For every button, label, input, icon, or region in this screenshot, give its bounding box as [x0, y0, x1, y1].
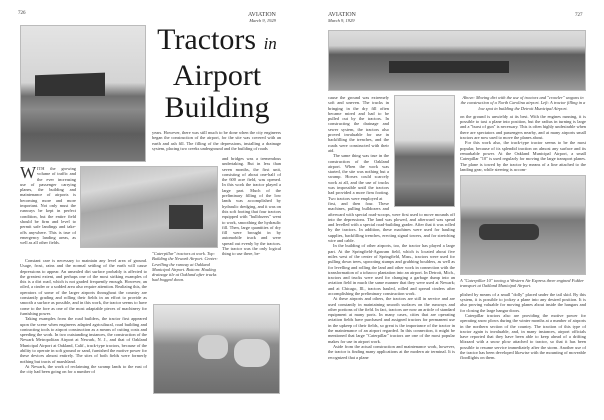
photo-north-carolina [328, 30, 586, 91]
paragraph: first, and then four. These machines, pulling bulldozers and afterward with special road-scoops, were first used to move mounds off into the depressions. The land was plowed, and afterward was spead and levelled with a special road-building grader. After that it was rolled by the tractors. In addition, these machines were used for hauling supplies, backfilling trenches, erecting signal towers, and for stretching wire and cable. [328, 200, 455, 244]
paragraph: In the building of other airports, too, the tractor has played a large part. At the Springfield-Agawam field, which is located about five miles west of the center of Springfield, Mass., tractors were used for pulling down trees, uprooting stumps and grubbing boulders, as well as for levelling and rolling the land and other work in connection with the transformation of a tobacco plantation into an airport. In Detroit, Mich., tractors and trucks were used for changing a garbage dump into an aviation field in much the same manner that they were used at Newark; and at Chicago, Ill., tractors hauled, rolled and spread cinders after accomplishing the preliminary construction work. [328, 243, 455, 296]
title-line-1: Tractors [157, 23, 257, 56]
paragraph: Taking examples from the road builders, the tractor first appeared upon the scene when engineers adapted agricultural, road building and contracting tools to airport construction as a means of cutting costs and speeding the work. In two outstanding instances, the construction of the Newark Metropolitan Airport at Newark, N. J., and that of Oakland Municipal Airport at Oakland, Calif., track-type tractors, because of the ability to operate in soft ground or sand, furnished the motive power for these devices almost entirely. The sites of both fields were formerly nothing but tracts of marshland. [20, 316, 147, 364]
article-title [152, 24, 282, 124]
issue-date: March 9, 1929 [249, 18, 276, 23]
paragraph: At Newark, the work of reclaiming the swamp lands to the east of the city had been going on for a number of [20, 363, 147, 375]
right-column-text [460, 114, 586, 172]
left-column-text-2: The same thing was true in the construction of the Oakland airport. When the work was started, the site was nothing but a swamp. Horses could scarcely work at all, and the use of trucks was impossible until the tractors had provided a more firm footing. Two tractors were employed at [328, 153, 389, 201]
title-italic: in [263, 34, 277, 53]
paragraph: Aside from the actual construction and maintenance work, however, the tractor is finding many applications at the modern air terminal. It is recognized that a plane [328, 343, 455, 360]
photo-caption-bottom: A "Caterpillar 10" towing a Western Air Express three engined Fokker transport at Oakland Municipal Airport. [460, 278, 585, 289]
paragraph: plished by means of a small "dolly" placed under the tail skid. By this system, it is possible to jockey a plane into any desired position. It is also proving valuable for moving planes about inside the hangars and for closing the large hangar doors. [460, 291, 586, 313]
page-number: 726 [18, 11, 26, 16]
running-header [328, 12, 356, 24]
right-flow-block [460, 95, 586, 361]
title-line-2: Airport [172, 59, 262, 92]
photo-oakland-runway [80, 166, 218, 248]
paragraph: Constant care is necessary to maintain any level area of ground. Usage, frost, rains and the normal settling of the earth will cause depressions to appear. An unsealed dirt surface probably is affected to the greatest extent, and perhaps one of the most striking examples of this is a dirt road, which is not graded frequently enough. However, an oiled, a cinder or a sodded area also require attention. Realizing this, the operators of some of the larger airports throughout the country are constantly grading and rolling their fields in an effort to provide as smooth a surface as possible, and in this work, the tractor seems to have come to the fore as one of the most adaptable pieces of machinery for furnishing power. [20, 258, 147, 316]
magazine-name: AVIATION [328, 12, 356, 18]
right-column-text-2 [460, 292, 586, 361]
body-text-right [328, 201, 455, 360]
photo-caption-left: "Caterpillar" tractors at work. Top: Building the Newark Airport. Center: Levelling the runway at Oakland Municipal Airport. Bottom: Hauling drainage tile at Oakland after trucks had bogged down. [152, 251, 218, 283]
photo-caption-top: Above: Moving dirt with the use of tractors and "crawler" wagons in the construction of a North Carolina airport. Left: A tractor filling in a low spot in building the Detroit Municipal Airport. [460, 95, 586, 111]
magazine-name: AVIATION [248, 12, 276, 18]
photo-newark-tractor [20, 25, 146, 162]
drop-cap: W [20, 163, 37, 182]
intro-text: ITH the growing volume of traffic and the ever increasing use of passenger carrying planes, the building and maintenance of airports is becoming more and more important. Not only must the runways be kept in perfect condition, but the entire field should be firm and level to permit safe landings and take-offs anywhere. This is true of emergency landing areas, as well as all other fields. [20, 166, 76, 246]
page-number: 727 [575, 13, 583, 18]
paragraph: For this work also, the track-type tractor seems to be the most popular, because of its splendid traction on almost any surface and its remarkable power. At the Oakland Municipal Airport, a small Caterpillar "10" is used regularly for moving the large transport planes. The plane is towed by the tractor by means of a line attached to the landing gear, while steering is accom- [460, 140, 586, 172]
intro-paragraph [20, 163, 76, 246]
title-line-3: Building [164, 91, 270, 124]
issue-date: March 9, 1929 [328, 18, 355, 23]
intro-top-text: years. However, there was still much to be done when the city engineers began the construction of the airport, for the site was covered with an earth and ash fill. The filling of the depressions, installing a drainage system, placing two creeks underground and the building of roads [152, 130, 281, 151]
photo-fokker-transport [460, 175, 586, 275]
paragraph: At these airports and others, the tractors are still in service and are used constantly in maintaining smooth surfaces on the runways and other portions of the field. In fact, tractors are now an article of standard equipment at many ports. In many cases, cities that are operating aviation fields have purchased and assigned tractors for permanent use in the upkeep of their fields, so great is the importance of the tractor in the maintenance of an airport regarded. In this connection, it might be mentioned that large "Caterpillar" tractors are one of the most popular makes for use in airport work. [328, 296, 455, 344]
paragraph: Caterpillar tractors also are providing the motive power for operating snow plows during the winter months at a number of airports in the northern section of the country. The traction of this type of tractor again is invaluable, and, in many instances, airport officials have reported that they have been able to keep ahead of a drifting blizzard with a snow plow attached to tractor, so that it has been possible to resume service immediately after the storm. Another use of the tractor has been developed likewise with the mounting of moveable floodlights on them. [460, 312, 586, 361]
photo-drainage-tile [153, 304, 280, 394]
photo-detroit-tractor [394, 95, 455, 207]
right-column-text: and bridges was a tremendous undertaking. But in less than seven months, the first unit, consisting of about one-half of the 600 acre field, was opened. In this work the tractor played a large part. Much of the preliminary filling of the low lands was accomplished by hydraulic dredging, and it was on this soft footing that four tractors equipped with "bulldozers" went to work, smoothing the hydraulic fill. Then, large quantities of dry fill were brought in by automobile truck and were spread out evenly by the tractors. The tractor was the only logical thing to use there, be- [222, 156, 281, 257]
body-text-left [20, 258, 147, 375]
left-flow-block [328, 95, 455, 360]
left-column-text: cause the ground was extremely soft and uneven. The trucks in bringing in the dry fill often became mired and had to be pulled out by the tractors. In constructing the drainage and sewer system, the tractors also proved invaluable for use in backfilling the trenches, and the roads were constructed with their aid. [328, 95, 389, 153]
paragraph: on the ground is unwieldy at its best. With the engines running, it is possible to taxi a plane into position, but the radius in turning is large and a "burst of gun" is necessary. This is often highly undesirable when there are spectators and passengers nearby, and at many airports small tractors are now used to move the planes about. [460, 113, 586, 141]
